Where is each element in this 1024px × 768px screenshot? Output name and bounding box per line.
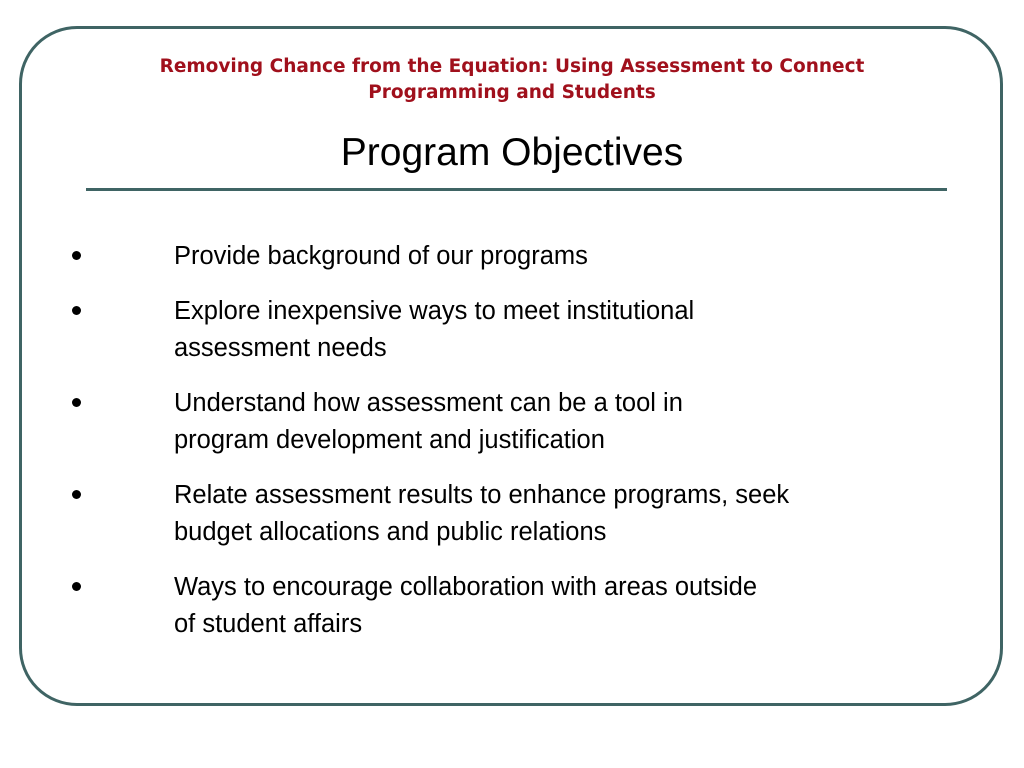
objective-item — [0, 293, 1024, 367]
bullet-dot-icon — [72, 490, 81, 499]
objective-text: Relate assessment results to enhance programs, seek budget allocations and public relations — [174, 481, 790, 546]
bullet-dot-icon — [72, 306, 81, 315]
slide-title: Program Objectives — [340, 131, 684, 174]
objective-item — [0, 477, 1024, 551]
objective-item — [0, 385, 1024, 459]
objective-item — [0, 238, 1024, 275]
objective-text: Explore inexpensive ways to meet institutional assessment needs — [174, 297, 695, 362]
bullet-dot-icon — [72, 398, 81, 407]
bullet-dot-icon — [72, 582, 81, 591]
presentation-header-title: Removing Chance from the Equation: Using Assessment to Connect Programming and Students — [159, 56, 865, 103]
bullet-dot-icon — [72, 251, 81, 260]
objective-item — [0, 569, 1024, 643]
objective-text: Understand how assessment can be a tool in program development and justification — [174, 389, 683, 454]
objective-text: Provide background of our programs — [174, 242, 588, 270]
title-divider — [86, 188, 947, 191]
objective-text: Ways to encourage collaboration with areas outside of student affairs — [174, 573, 758, 638]
objectives-list — [0, 238, 1024, 661]
